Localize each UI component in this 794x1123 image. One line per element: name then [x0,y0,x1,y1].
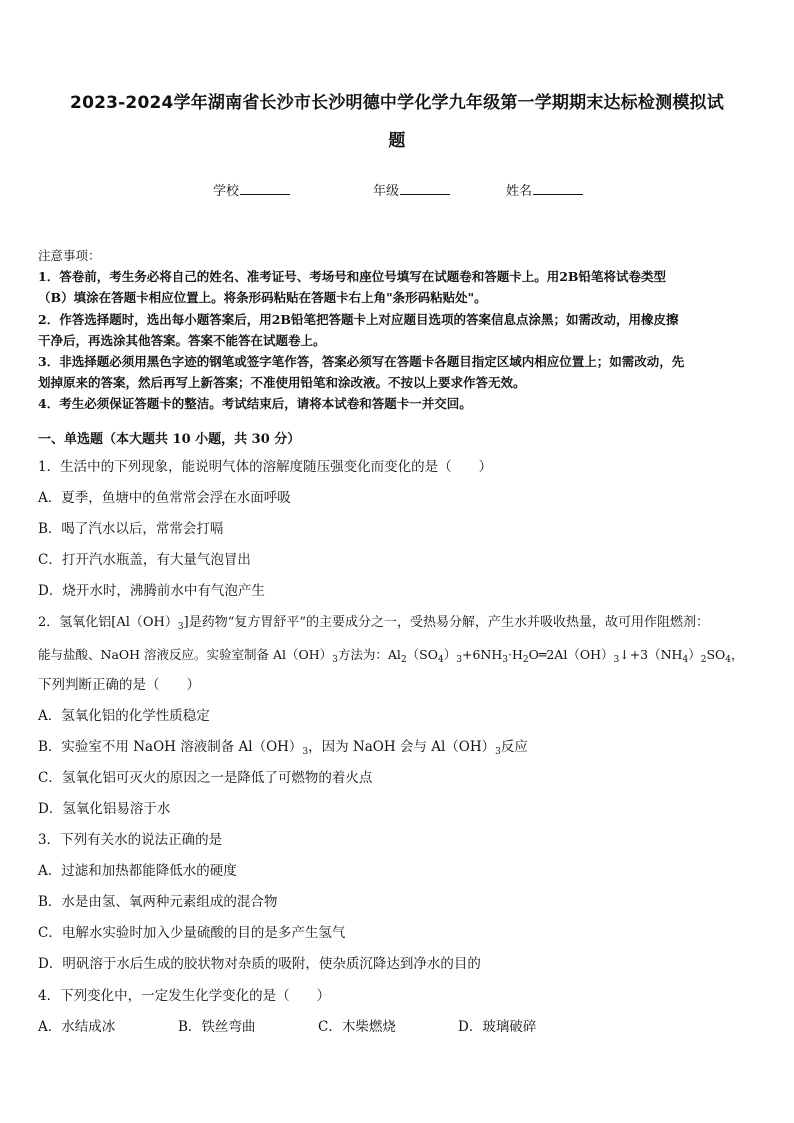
notes-line: （B）填涂在答题卡相应位置上。将条形码粘贴在答题卡右上角"条形码粘贴处"。 [38,290,487,306]
notes-line: 2．作答选择题时，选出每小题答案后，用2B铅笔把答题卡上对应题目选项的答案信息点涂黑；如需改动，用橡皮擦 [38,311,679,327]
school-field[interactable] [213,180,290,199]
school-blank[interactable] [240,180,290,195]
grade-field[interactable] [373,180,450,199]
notes-heading: 注意事项： [38,248,101,263]
q2-option-d[interactable]: D．氢氧化铝易溶于水 [38,801,171,817]
name-blank[interactable] [533,180,583,195]
grade-blank[interactable] [400,180,450,195]
q3-option-c[interactable]: C．电解水实验时加入少量硫酸的目的是多产生氢气 [38,925,346,941]
q2-option-a[interactable]: A．氢氧化铝的化学性质稳定 [38,708,210,724]
q3-stem: 3．下列有关水的说法正确的是 [38,832,223,848]
q2-option-b[interactable]: B．实验室不用 NaOH 溶液制备 $Al(OH)_3$，因为 NaOH 会与 $Al(OH)_3$反应 [38,739,528,757]
q3-option-d[interactable]: D．明矾溶于水后生成的胶状物对杂质的吸附，使杂质沉降达到净水的目的 [38,956,481,972]
notes-line: 4．考生必须保证答题卡的整洁。考试结束后，请将本试卷和答题卡一并交回。 [38,396,472,412]
q4-option-a[interactable]: A．水结成冰 [38,1019,116,1035]
q2-option-c[interactable]: C．氢氧化铝可灭火的原因之一是降低了可燃物的着火点 [38,770,373,786]
notes-line: 划掉原来的答案，然后再写上新答案；不准使用铅笔和涂改液。不按以上要求作答无效。 [38,375,526,391]
exam-title-line1: 2023-2024学年湖南省长沙市长沙明德中学化学九年级第一学期期末达标检测模拟试 [70,93,724,113]
grade-label: 年级 [373,184,400,199]
q4-option-d[interactable]: D．玻璃破碎 [458,1019,537,1035]
student-info-row [0,180,794,202]
q4-option-c[interactable]: C．木柴燃烧 [318,1019,396,1035]
q4-options [38,1017,760,1037]
section-heading: 一、单选题（本大题共 10 小题，共 30 分） [38,432,301,447]
q1-option-d[interactable]: D．烧开水时，沸腾前水中有气泡产生 [38,583,265,599]
name-label: 姓名 [506,184,533,199]
exam-title-line2: 题 [388,131,406,151]
exam-title [40,84,754,160]
q4-option-b[interactable]: B．铁丝弯曲 [178,1019,256,1035]
q1-option-a[interactable]: A．夏季，鱼塘中的鱼常常会浮在水面呼吸 [38,490,291,506]
q1-option-c[interactable]: C．打开汽水瓶盖，有大量气泡冒出 [38,552,251,568]
notes-line: 干净后，再选涂其他答案。答案不能答在试题卷上。 [38,332,326,348]
q2-stem-line2: 能与盐酸、NaOH 溶液反应。实验室制备 $Al(OH)_3$方法为：$Al_2(SO_4)_3+6NH_3\cdot H_2O═2Al(OH)_3↓+3(NH_4)_2SO_4$， [38,647,744,665]
exam-notes [38,245,760,415]
q3-option-b[interactable]: B．水是由氢、氧两种元素组成的混合物 [38,894,278,910]
notes-line: 1．答卷前，考生务必将自己的姓名、准考证号、考场号和座位号填写在试题卷和答题卡上。用2B铅笔将试卷类型 [38,269,666,285]
q3-option-a[interactable]: A．过滤和加热都能降低水的硬度 [38,863,237,879]
q2-stem-line3: 下列判断正确的是（ ） [38,677,200,693]
q1-stem: 1．生活中的下列现象，能说明气体的溶解度随压强变化而变化的是（ ） [38,459,493,475]
school-label: 学校 [213,184,240,199]
name-field[interactable] [506,180,583,199]
q1-option-b[interactable]: B．喝了汽水以后，常常会打嗝 [38,521,224,537]
notes-line: 3．非选择题必须用黑色字迹的钢笔或签字笔作答，答案必须写在答题卡各题目指定区域内相应位置上；如需改动，先 [38,354,685,370]
q4-stem: 4．下列变化中，一定发生化学变化的是（ ） [38,988,331,1004]
q2-stem-line1: 2．氢氧化铝$[Al(OH)_3]$是药物“复方胃舒平”的主要成分之一，受热易分解，产生水并吸收热量，故可用作阻燃剂： [38,615,709,632]
